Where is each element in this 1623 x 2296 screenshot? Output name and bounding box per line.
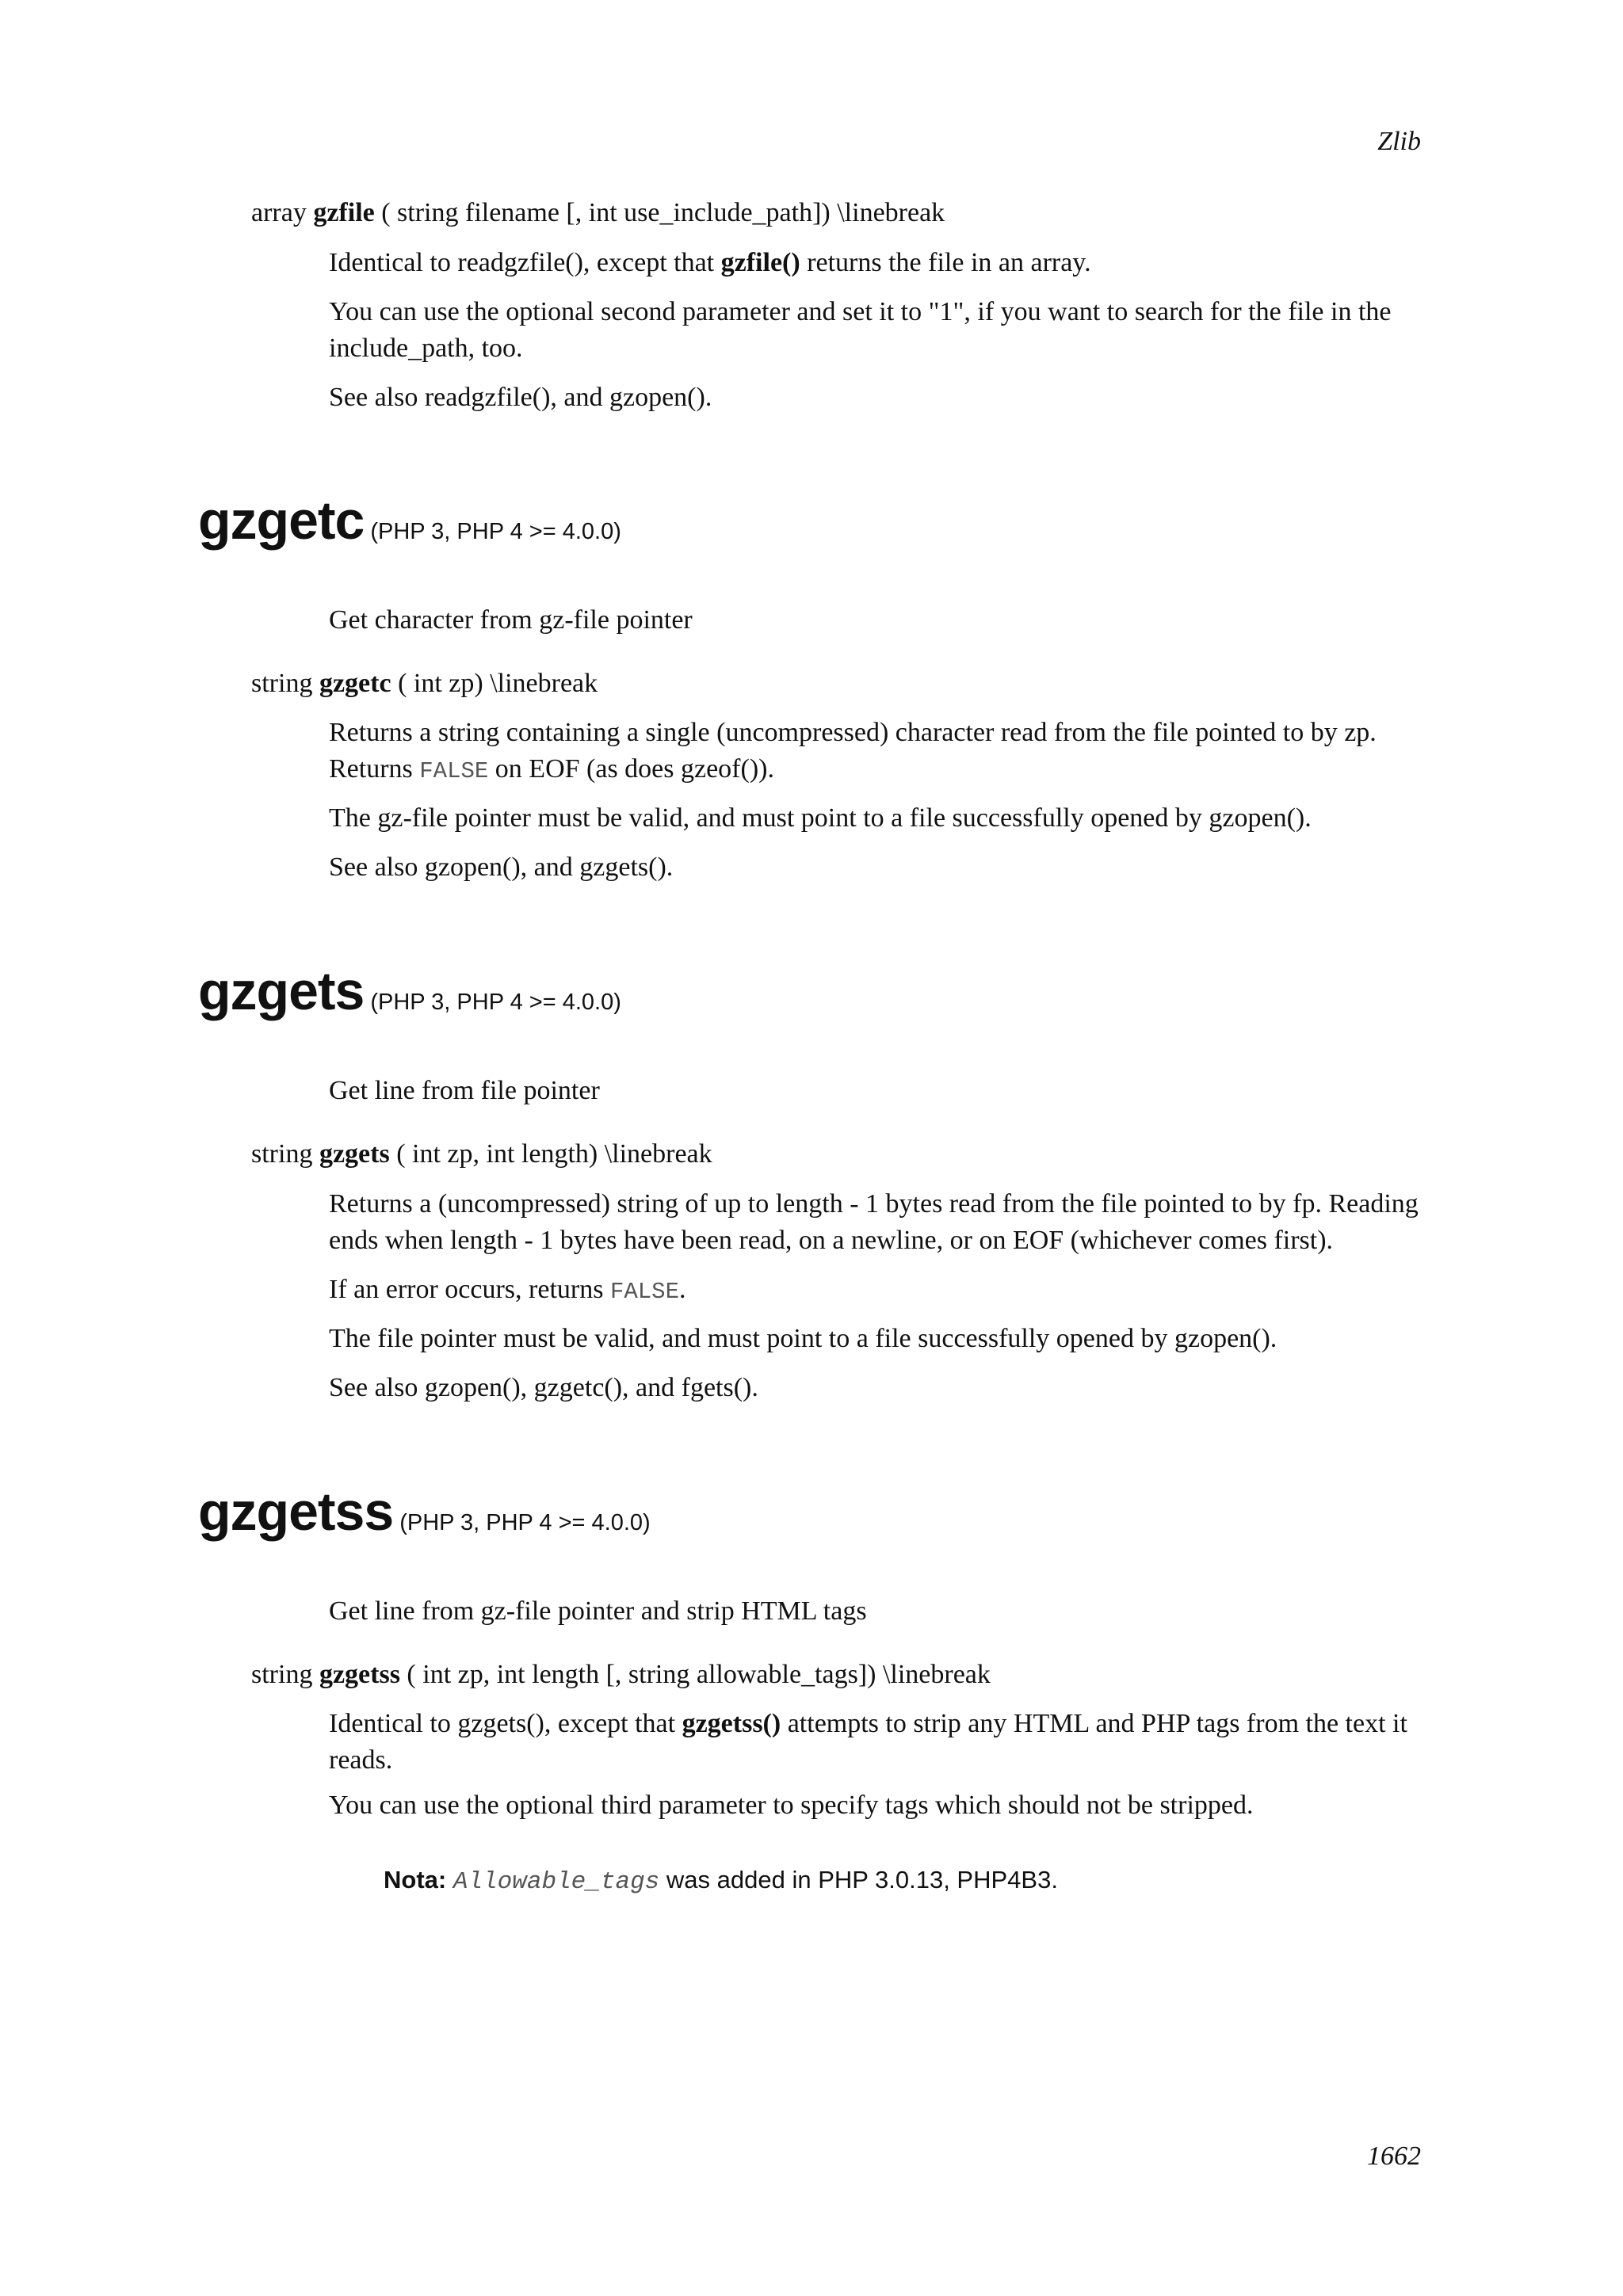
gzgetss-version: (PHP 3, PHP 4 >= 4.0.0) <box>399 1510 651 1535</box>
gzfile-function-name: gzfile <box>313 198 375 227</box>
gzfile-param-note-line1: You can use the optional second parameter and set it to "1", if you want to search for the file in the <box>329 297 1392 326</box>
text-run: returns the file in an array. <box>800 248 1091 277</box>
gzgetc-synopsis <box>251 666 598 702</box>
gzgetss-function-name: gzgetss <box>319 1660 400 1689</box>
gzgetss-params: ( int zp, int length [, string allowable_tags]) \linebreak <box>407 1660 991 1689</box>
false-constant: FALSE <box>419 758 489 784</box>
false-constant: FALSE <box>609 1279 679 1305</box>
gzgets-return-type: string <box>251 1139 313 1169</box>
gzgetc-see-also: See also gzopen(), and gzgets(). <box>329 852 674 882</box>
nota-text: was added in PHP 3.0.13, PHP4B3. <box>659 1866 1058 1894</box>
gzgetc-params: ( int zp) \linebreak <box>398 669 598 698</box>
gzfile-return-type: array <box>251 198 307 227</box>
gzgetc-purpose: Get character from gz-file pointer <box>329 605 693 635</box>
nota-box <box>384 1862 1058 1901</box>
gzfile-synopsis <box>251 195 945 231</box>
gzgetss-description-line2: reads. <box>329 1745 393 1775</box>
gzgetc-version: (PHP 3, PHP 4 >= 4.0.0) <box>370 519 621 544</box>
gzfile-description <box>329 245 1091 281</box>
gzgetc-return-type: string <box>251 669 313 698</box>
text-run: attempts to strip any HTML and PHP tags from the text it <box>781 1709 1407 1738</box>
gzgets-heading <box>198 960 621 1022</box>
nota-parameter: Allowable_tags <box>453 1868 660 1896</box>
text-run: Returns <box>329 754 420 784</box>
text-run: . <box>678 1275 686 1304</box>
gzgetc-description-line1: Returns a string containing a single (uncompressed) character read from the file pointed to by zp. <box>329 718 1377 747</box>
function-ref: gzgetss() <box>682 1709 781 1738</box>
text-run: on EOF (as does gzeof()). <box>488 754 774 784</box>
gzgets-version: (PHP 3, PHP 4 >= 4.0.0) <box>370 990 621 1015</box>
gzgetc-function-name: gzgetc <box>319 669 391 698</box>
page-number: 1662 <box>1367 2142 1421 2171</box>
gzgets-function-name: gzgets <box>319 1139 390 1169</box>
gzgets-synopsis <box>251 1136 712 1173</box>
gzgets-error-note <box>329 1272 685 1310</box>
gzgetc-validity-note: The gz-file pointer must be valid, and must point to a file successfully opened by gzopen(). <box>329 803 1312 833</box>
gzfile-param-note-line2: include_path, too. <box>329 334 523 363</box>
gzgetc-heading <box>198 490 621 551</box>
gzfile-see-also: See also readgzfile(), and gzopen(). <box>329 383 712 412</box>
gzgetss-heading <box>198 1481 651 1543</box>
gzgetss-synopsis <box>251 1657 991 1693</box>
gzgetc-title: gzgetc <box>198 490 365 551</box>
gzgetss-tags-note: You can use the optional third parameter to specify tags which should not be stripped. <box>329 1791 1254 1820</box>
gzfile-params: ( string filename [, int use_include_path]) \linebreak <box>381 198 945 227</box>
function-ref: gzfile() <box>720 248 800 277</box>
text-run: Identical to readgzfile(), except that <box>329 248 721 277</box>
gzgets-params: ( int zp, int length) \linebreak <box>396 1139 712 1169</box>
gzgetss-return-type: string <box>251 1660 313 1689</box>
gzgets-description-line1: Returns a (uncompressed) string of up to length - 1 bytes read from the file pointed to by fp. Reading <box>329 1189 1419 1219</box>
gzgets-description-line2: ends when length - 1 bytes have been read, on a newline, or on EOF (whichever comes first). <box>329 1226 1334 1255</box>
gzgets-see-also: See also gzopen(), gzgetc(), and fgets(). <box>329 1373 758 1402</box>
gzgetss-description-line1 <box>329 1706 1407 1742</box>
gzgets-validity-note: The file pointer must be valid, and must point to a file successfully opened by gzopen(). <box>329 1324 1277 1353</box>
gzgets-purpose: Get line from file pointer <box>329 1076 600 1105</box>
gzgetc-description-line2 <box>329 751 774 790</box>
running-header-title: Zlib <box>1377 127 1421 156</box>
nota-label: Nota: <box>384 1866 447 1894</box>
text-run: Identical to gzgets(), except that <box>329 1709 682 1738</box>
gzgetss-title: gzgetss <box>198 1482 394 1542</box>
gzgetss-purpose: Get line from gz-file pointer and strip HTML tags <box>329 1596 867 1626</box>
gzgets-title: gzgets <box>198 961 365 1021</box>
text-run: If an error occurs, returns <box>329 1275 610 1304</box>
